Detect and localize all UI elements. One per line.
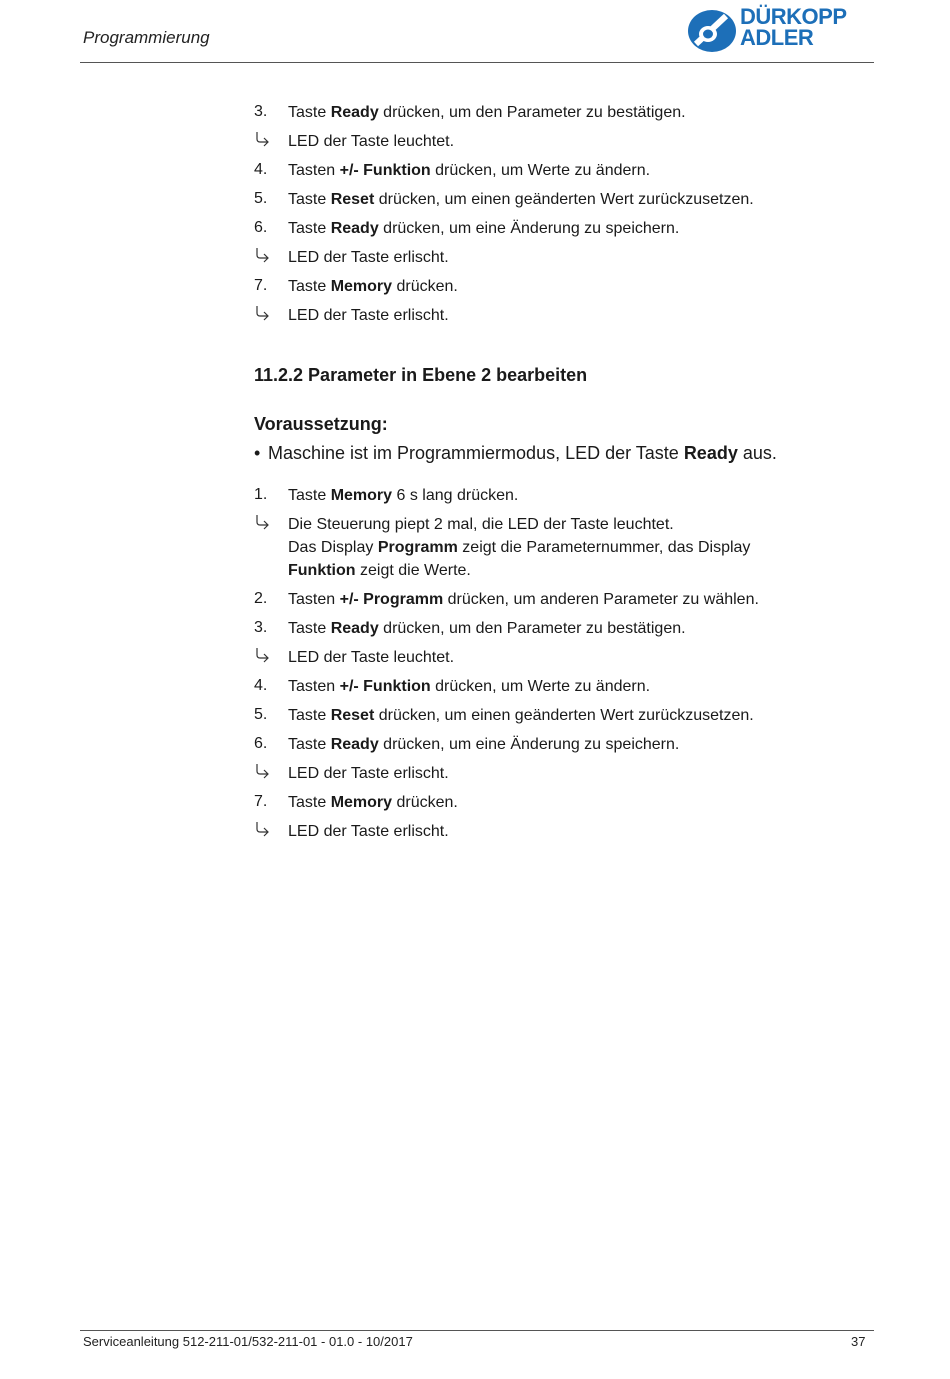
footer-divider: [80, 1330, 874, 1331]
step-number: 4.: [254, 677, 268, 694]
step-number: 5.: [254, 190, 268, 207]
step-text: Taste Ready drücken, um eine Änderung zu speichern.: [288, 220, 680, 237]
chapter-title: Programmierung: [83, 28, 210, 47]
step-number: 1.: [254, 486, 268, 503]
step-number: 2.: [254, 590, 268, 607]
logo-line1: DÜRKOPP: [740, 4, 847, 29]
step-text: Taste Ready drücken, um den Parameter zu bestätigen.: [288, 620, 686, 637]
step-number: 3.: [254, 619, 268, 636]
step-text: Taste Ready drücken, um den Parameter zu bestätigen.: [288, 104, 686, 121]
result-marker: [254, 513, 284, 538]
result-text: LED der Taste erlischt.: [288, 765, 449, 782]
step-number: 7.: [254, 277, 268, 294]
step-number: 3.: [254, 103, 268, 120]
footer-document-id: Serviceanleitung 512-211-01/532-211-01 - 01.0 - 10/2017: [83, 1334, 413, 1349]
result-marker: [254, 646, 284, 671]
step-number: 5.: [254, 706, 268, 723]
result-arrow-icon: [254, 762, 272, 780]
step-text: Tasten +/- Programm drücken, um anderen Parameter zu wählen.: [288, 591, 759, 608]
step-text: Taste Ready drücken, um eine Änderung zu speichern.: [288, 736, 680, 753]
result-arrow-icon: [254, 646, 272, 664]
result-text: LED der Taste leuchtet.: [288, 133, 455, 150]
precondition-label: Voraussetzung:: [254, 414, 388, 434]
result-marker: [254, 246, 284, 271]
logo-line2: ADLER: [740, 25, 814, 50]
result-marker: [254, 130, 284, 155]
step-text: Taste Reset drücken, um einen geänderten Wert zurückzusetzen.: [288, 191, 754, 208]
page-number: 37: [851, 1334, 866, 1349]
bullet-marker: •: [254, 443, 261, 463]
result-marker: [254, 820, 284, 845]
precondition-item: [254, 443, 777, 464]
result-arrow-icon: [254, 246, 272, 264]
result-arrow-icon: [254, 820, 272, 838]
brand-logo: [686, 6, 874, 54]
result-marker: [254, 762, 284, 787]
step-text: Tasten +/- Funktion drücken, um Werte zu ändern.: [288, 162, 651, 179]
result-arrow-icon: [254, 130, 272, 148]
logo-mark-icon: [686, 8, 738, 54]
step-number: 6.: [254, 219, 268, 236]
step-text: Taste Memory 6 s lang drücken.: [288, 487, 519, 504]
result-marker: [254, 304, 284, 329]
step-text: Taste Reset drücken, um einen geänderten Wert zurückzusetzen.: [288, 707, 754, 724]
result-text: Die Steuerung piept 2 mal, die LED der Taste leuchtet. Das Display Programm zeigt die Parameternummer, das Display Funktion zeigt die Werte.: [288, 516, 751, 579]
step-number: 4.: [254, 161, 268, 178]
result-text: LED der Taste erlischt.: [288, 823, 449, 840]
step-text: Tasten +/- Funktion drücken, um Werte zu ändern.: [288, 678, 651, 695]
result-arrow-icon: [254, 304, 272, 322]
precondition-text: Maschine ist im Programmiermodus, LED der Taste Ready aus.: [268, 443, 777, 463]
step-text: Taste Memory drücken.: [288, 278, 458, 295]
step-number: 6.: [254, 735, 268, 752]
result-text: LED der Taste leuchtet.: [288, 649, 455, 666]
step-text: Taste Memory drücken.: [288, 794, 458, 811]
step-number: 7.: [254, 793, 268, 810]
section-heading: 11.2.2 Parameter in Ebene 2 bearbeiten: [254, 365, 588, 385]
header-divider: [80, 62, 874, 63]
result-text: LED der Taste erlischt.: [288, 307, 449, 324]
result-text: LED der Taste erlischt.: [288, 249, 449, 266]
result-arrow-icon: [254, 513, 272, 531]
